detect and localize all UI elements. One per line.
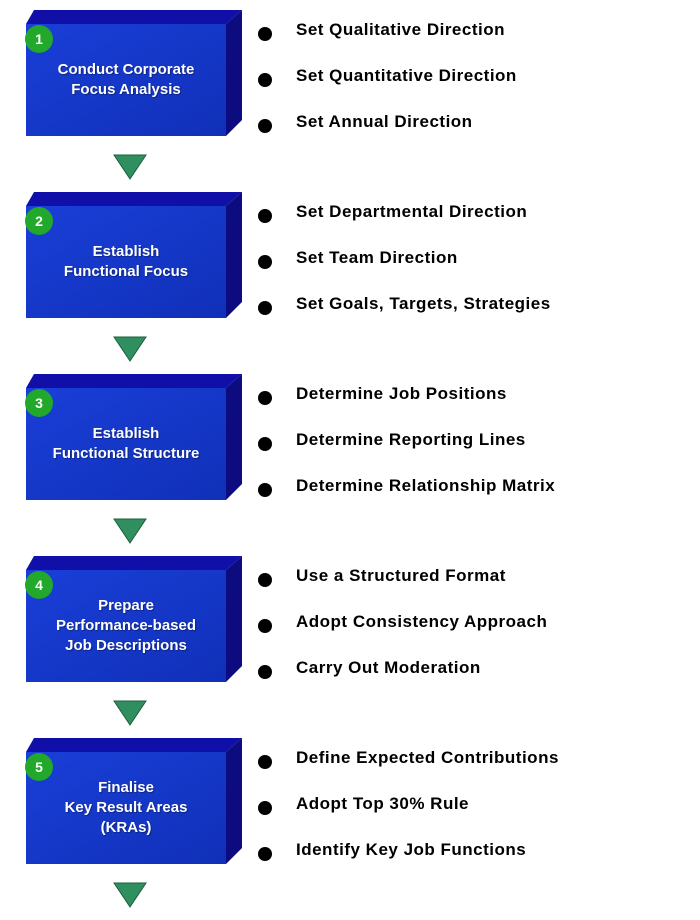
down-triangle-icon xyxy=(113,700,147,726)
step-title: Prepare Performance-based Job Descriptions xyxy=(55,597,197,654)
bullet-text: Determine Reporting Lines xyxy=(296,430,526,449)
bullet-item xyxy=(258,746,559,792)
black-dot-icon xyxy=(258,391,272,405)
step-bullet-list xyxy=(258,18,517,156)
bullet-text: Adopt Top 30% Rule xyxy=(296,794,470,813)
bullet-item xyxy=(258,656,547,702)
down-triangle-icon xyxy=(113,336,147,362)
step-box xyxy=(24,192,242,320)
step-bullet-list xyxy=(258,564,547,702)
black-dot-icon xyxy=(258,437,272,451)
box-side-face xyxy=(226,556,242,682)
step-title: Finalise Key Result Areas (KRAs) xyxy=(64,779,188,836)
bullet-item xyxy=(258,792,559,838)
box-side-face xyxy=(226,374,242,500)
bullet-text: Set Goals, Targets, Strategies xyxy=(296,294,551,313)
black-dot-icon xyxy=(258,755,272,769)
step-2 xyxy=(0,192,700,374)
black-dot-icon xyxy=(258,255,272,269)
step-number: 3 xyxy=(35,395,43,411)
bullet-text: Set Annual Direction xyxy=(296,112,473,131)
black-dot-icon xyxy=(258,27,272,41)
down-triangle-icon xyxy=(113,882,147,908)
black-dot-icon xyxy=(258,483,272,497)
step-1 xyxy=(0,10,700,192)
step-box xyxy=(24,374,242,502)
step-bullet-list xyxy=(258,746,559,884)
bullet-text: Set Quantitative Direction xyxy=(296,66,517,85)
box-side-face xyxy=(226,10,242,136)
bullet-item xyxy=(258,382,555,428)
step-number: 2 xyxy=(35,213,43,229)
step-title: Establish Functional Structure xyxy=(52,425,200,462)
black-dot-icon xyxy=(258,301,272,315)
black-dot-icon xyxy=(258,801,272,815)
step-bullet-list xyxy=(258,382,555,520)
step-5 xyxy=(0,738,700,920)
step-4 xyxy=(0,556,700,738)
box-side-face xyxy=(226,738,242,864)
step-title: Conduct Corporate Focus Analysis xyxy=(57,61,195,98)
bullet-item xyxy=(258,474,555,520)
black-dot-icon xyxy=(258,665,272,679)
bullet-item xyxy=(258,610,547,656)
bullet-text: Determine Relationship Matrix xyxy=(296,476,556,495)
bullet-item xyxy=(258,246,551,292)
step-number: 1 xyxy=(35,31,43,47)
box-top-face xyxy=(26,556,242,570)
box-top-face xyxy=(26,192,242,206)
bullet-item xyxy=(258,564,547,610)
box-top-face xyxy=(26,10,242,24)
step-number: 4 xyxy=(35,577,43,593)
black-dot-icon xyxy=(258,209,272,223)
bullet-item xyxy=(258,428,555,474)
black-dot-icon xyxy=(258,573,272,587)
bullet-item xyxy=(258,110,517,156)
bullet-item xyxy=(258,64,517,110)
bullet-text: Set Team Direction xyxy=(296,248,458,267)
down-triangle-icon xyxy=(113,154,147,180)
bullet-text: Set Qualitative Direction xyxy=(296,20,505,39)
step-box xyxy=(24,556,242,684)
down-triangle-icon xyxy=(113,518,147,544)
box-side-face xyxy=(226,192,242,318)
black-dot-icon xyxy=(258,119,272,133)
bullet-text: Identify Key Job Functions xyxy=(296,840,527,859)
step-box xyxy=(24,10,242,138)
black-dot-icon xyxy=(258,847,272,861)
step-title: Establish Functional Focus xyxy=(63,243,189,280)
box-top-face xyxy=(26,738,242,752)
bullet-text: Define Expected Contributions xyxy=(296,748,559,767)
bullet-item xyxy=(258,838,559,884)
step-box xyxy=(24,738,242,866)
black-dot-icon xyxy=(258,73,272,87)
bullet-item xyxy=(258,18,517,64)
box-top-face xyxy=(26,374,242,388)
bullet-text: Adopt Consistency Approach xyxy=(296,612,548,631)
bullet-text: Determine Job Positions xyxy=(296,384,507,403)
bullet-text: Set Departmental Direction xyxy=(296,202,528,221)
bullet-item xyxy=(258,292,551,338)
step-3 xyxy=(0,374,700,556)
step-number: 5 xyxy=(35,759,43,775)
step-bullet-list xyxy=(258,200,551,338)
bullet-item xyxy=(258,200,551,246)
bullet-text: Carry Out Moderation xyxy=(296,658,481,677)
black-dot-icon xyxy=(258,619,272,633)
bullet-text: Use a Structured Format xyxy=(296,566,506,585)
